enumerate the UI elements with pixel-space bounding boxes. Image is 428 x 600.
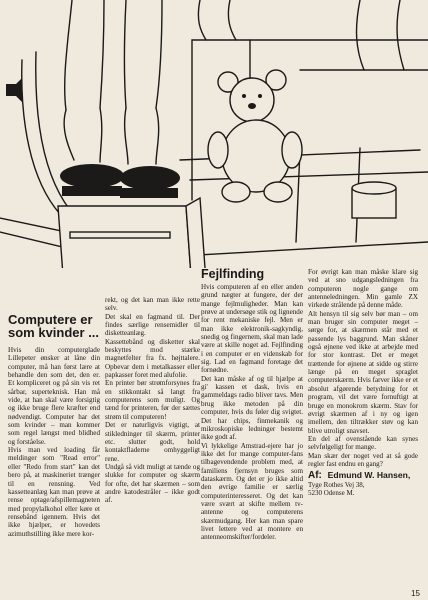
article-heading: Computere er som kvinder ... <box>8 312 100 340</box>
section-column-4 <box>308 268 418 497</box>
illustration <box>0 0 428 268</box>
section-heading: Fejlfinding <box>201 267 265 281</box>
byline <box>308 468 418 496</box>
section-column-3 <box>201 268 303 542</box>
author-address: Tyge Rothes Vej 38, 5230 Odense M. <box>308 480 365 497</box>
section-text: Hvis computeren af en eller anden grund nægter at fungere, der der mange fejlmuligheder. Man kan prøve at undersøge stik og lignende for rent mekaniske fejl. Men er man ikke elektronik-sagkyndig, snedig og fingernem, skal man lade være at skille noget ad. Fejlfinding i en computer er en videnskab for sig. Lad en fagmand foretage det fornødne. Det kan måske af og til hjælpe at gi' kassen et dask, hvis en gammeldags radio bliver tavs. Men brug ikke metoden på din computer, hvis du føler dig svigtet. Det har chips, finmekanik og mikroskopiske ledninger bestemt ikke godt af. Vi lykkelige Amstrad-ejere har jo ikke det for mange computer-fans tilbagevendende problem med, at familiens fjernsyn bruges som dataskærm. Og det er jo ikke altid den øvrige familie er særlig computerinteresseret. Og det kan være svært at skifte mellem tv-antenne og computerens skærmudgang. Her kan man spare livet lettere ved at montere en antenneomskifter/fordeler. <box>201 283 303 542</box>
section-text: For øvrigt kan man måske klare sig ved at sno udgangsledningen fra computeren nogle gange om antenneledningen. Min gamle ZX virkede strålende på denne måde. Alt hensyn til sig selv bør man – om man bruger sin computer meget – sørge for, at skærmen står med et passende lys baggrund. Man skåner også øjnene ved ikke at arbejde med for stor kontrast. Det er meget trættende for øjnene at sidde og stirre længe på en meget spraglet computerskærm. Hvis farver ikke er et absolut afgørende betydning for et program, vil det være fornuftigt at bruge en monokrom skærm. Stav for øvrigt skærmen af i ny og igen imellem, den tiltrækker støv og kan blive utroligt snavset. En del af ovenstående kan synes selvfølgeligt for mange. Man skær der noget ved at så gode regler fast endnu en gang? <box>308 268 418 468</box>
page-number: 15 <box>411 589 420 598</box>
article-column-1 <box>8 346 100 538</box>
article-text: rekt, og det kan man ikke rette selv. Det skal en fagmand til. Der findes særlige rensemidler til disketteanlæg. Kassettebånd og disketter skal beskyttes mod stærke magnetfelter fra fx. højttalere. Opbevar dem i metalkasser eller papkasser foret med alufolie. En printer bør strømforsynes fra en stikkontakt så langt fra computerens som muligt. Og tænd for printeren, før der sættes strøm til computeren! Det er naturligvis vigtigt, at stikledninger til skærm, printer etc. slutter godt, hold kontaktfladerne omhyggeligt rene. Undgå så vidt muligt at tænde og slukke for computer og skærm for ofte, det har skærmen – som andre katodestråler – ikke godt af. <box>105 296 200 505</box>
author-name: Edmund W. Hansen, <box>327 470 411 481</box>
illustration-drawing <box>0 0 428 268</box>
article-text: Hvis din computerglade Lillepeter ønsker at låne din computer, må han først lære at behandle den som det, den er. Et kompliceret og på sin vis ret sårbar, superteknisk. Han må vide, at han skal være forsigtig og ikke bruge flere kræfter end nødvendigt. Computer har det som kvinder – man kommer som regel længst med blidhed og forståelse. Hvis man ved loading får meldinger som "Read error" eller "Redo from start" kan det bero på, at maskineriet trænger til en rensning. Ved kassetteanlæg kan man prøve at rense optage/afspillemagneten med propylalkohol eller køre et rensebånd igennem. Hvis det ikke hjælper, er hovedets azimuthstilling ikke mere kor- <box>8 346 100 538</box>
article-column-2 <box>105 296 200 505</box>
byline-label: Af: <box>308 470 322 482</box>
